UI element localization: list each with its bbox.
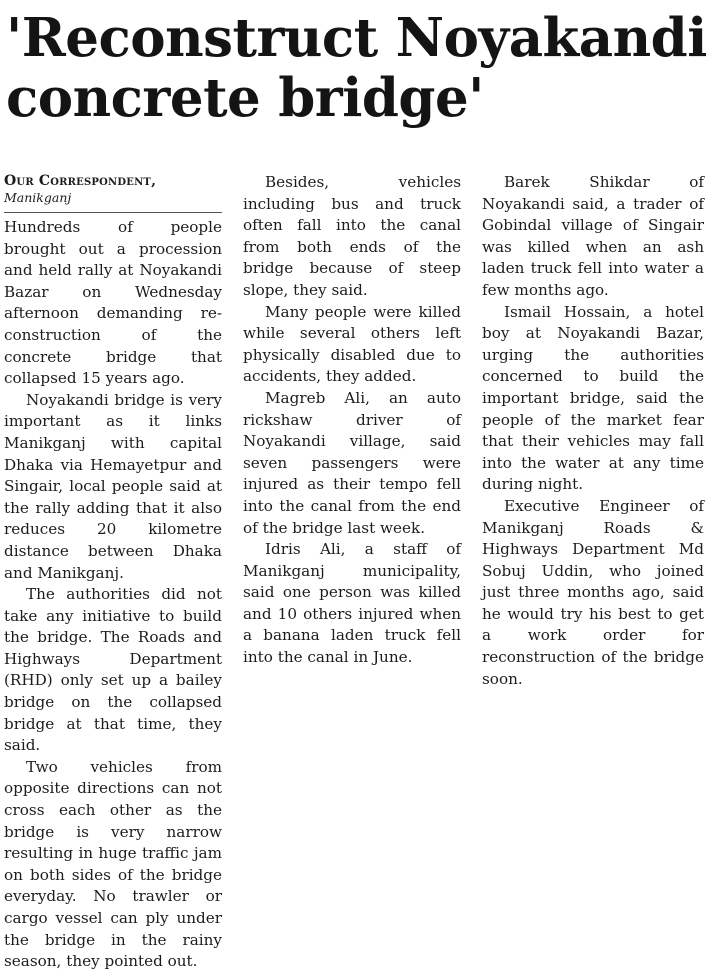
paragraph: Magreb Ali, an auto rickshaw driver of Noyakandi village, said seven passengers were injured as their tempo fell into the canal from the end of the bridge last week.	[243, 388, 461, 537]
paragraph: Noyakandi bridge is very important as it links Manikganj with capital Dhaka via Hemayetpur and Singair, local people said at the rally adding that it also reduces 20 kilometre distance between Dhaka and Manikganj.	[4, 390, 222, 582]
paragraph: Besides, vehicles including bus and truck often fall into the canal from both ends of the bridge because of steep slope, they said.	[243, 173, 461, 299]
paragraph: Many people were killed while several others left physically disabled due to accidents, they added.	[243, 302, 461, 386]
paragraph: The authorities did not take any initiative to build the bridge. The Roads and Highways Department (RHD) only set up a bailey bridge on the collapsed bridge at that time, they said.	[4, 585, 222, 755]
article-column-1	[4, 172, 222, 973]
article-column-3	[482, 172, 704, 690]
article-column-2	[243, 172, 461, 669]
dateline: Manikganj	[4, 190, 72, 205]
paragraph: Ismail Hossain, a hotel boy at Noyakandi Bazar, urging the authorities concerned to build the important bridge, said the people of the market fear that their vehicles may fall into the water at any time during night.	[482, 302, 704, 494]
article-headline: 'Reconstruct Noyakandi concrete bridge'	[6, 7, 707, 129]
byline-divider	[4, 212, 222, 213]
paragraph: Idris Ali, a staff of Manikganj municipality, said one person was killed and 10 others injured when a banana laden truck fell into the canal in June.	[243, 540, 461, 667]
paragraph: Hundreds of people brought out a procession and held rally at Noyakandi Bazar on Wednesday afternoon demanding re-construction of the concrete bridge that collapsed 15 years ago.	[4, 218, 222, 388]
paragraph: Executive Engineer of Manikganj Roads & Highways Department Md Sobuj Uddin, who joined just three months ago, said he would try his best to get a work order for reconstruction of the bridge soon.	[482, 496, 704, 688]
byline: Our Correspondent,	[4, 173, 157, 189]
paragraph: Barek Shikdar of Noyakandi said, a trader of Gobindal village of Singair was killed when an ash laden truck fell into water a few months ago.	[482, 173, 704, 299]
paragraph: Two vehicles from opposite directions can not cross each other as the bridge is very narrow resulting in huge traffic jam on both sides of the bridge everyday. No trawler or cargo vessel can ply under the bridge in the rainy season, they pointed out.	[4, 757, 222, 971]
